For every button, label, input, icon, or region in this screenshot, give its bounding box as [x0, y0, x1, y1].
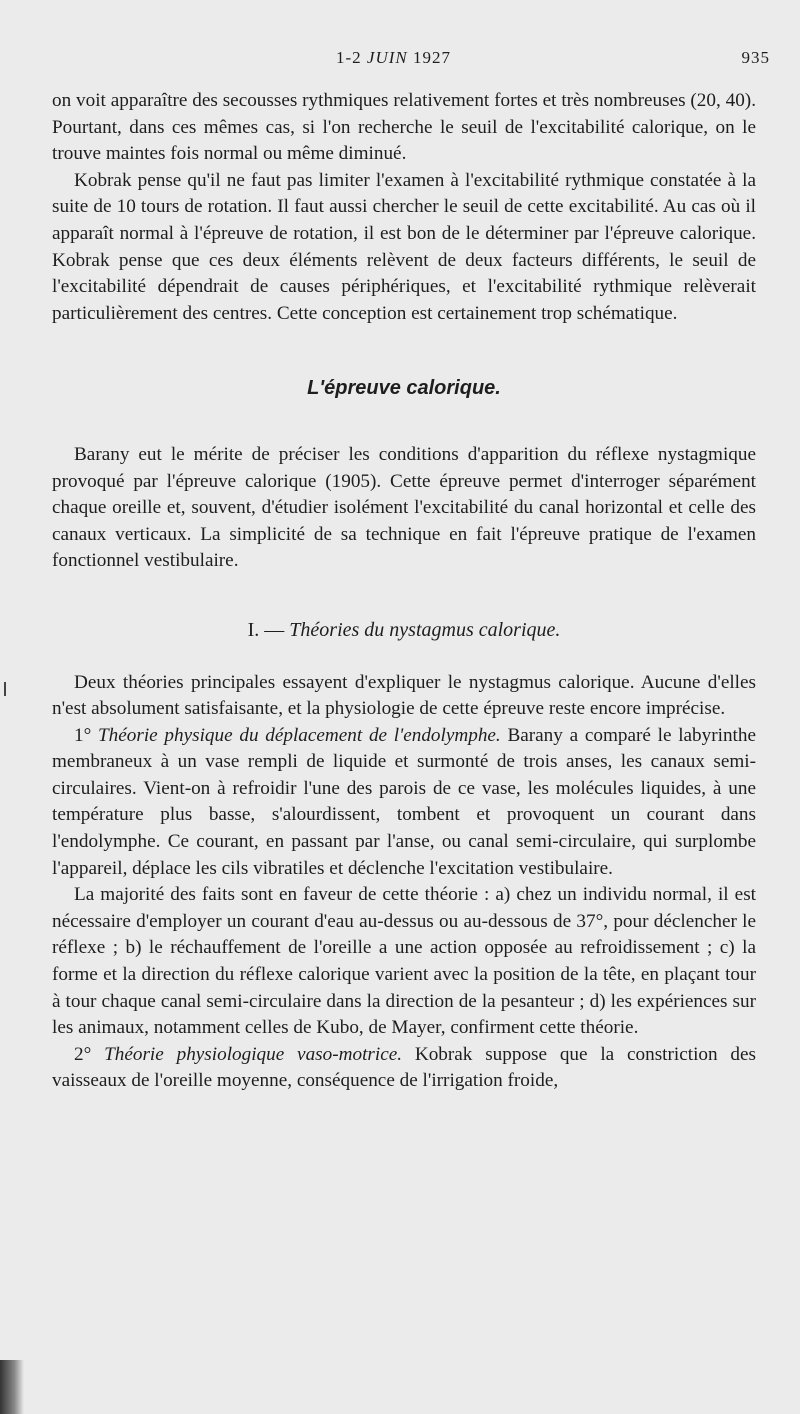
paragraph-theory-1: 1° Théorie physique du déplacement de l'endolymphe. Barany a comparé le labyrinthe membraneux à un vase rempli de liquide et surmonté de trois anses, les canaux semi-circulaires. Vient-on à refroidir l'une des parois de ce vase, les molécules liquides, à une température plus basse, s'alourdissent, tombent et provoquent un courant dans l'endolymphe. Ce courant, en passant par l'anse, ou canal semi-circulaire, qui surplombe l'appareil, déplace les cils vibratiles et déclenche l'excitation vestibulaire.	[52, 724, 756, 879]
theory-2-title: Théorie physiologique vaso-motrice.	[104, 1043, 403, 1065]
paragraph-kobrak: Kobrak pense qu'il ne faut pas limiter l'examen à l'excitabilité rythmique constatée à la suite de 10 tours de rotation. Il faut aussi chercher le seuil de cette excitabilité. Au cas où il apparaît normal à l'épreuve de rotation, il est bon de le déterminer par l'épreuve calorique. Kobrak pense que ces deux éléments relèvent de deux facteurs différents, le seuil de l'excitabilité dépendrait de causes périphériques, et l'excitabilité rythmique relèverait particulièrement des centres. Cette conception est certainement trop schématique.	[52, 169, 756, 324]
paragraph-theories: Deux théories principales essayent d'expliquer le nystagmus calorique. Aucune d'elles n'est absolument satisfaisante, et la physiologie de cette épreuve reste encore imprécise.	[52, 671, 756, 720]
page-number: 935	[741, 48, 770, 67]
margin-mark	[4, 682, 6, 696]
paragraph-continued: on voit apparaître des secousses rythmiques relativement fortes et très nombreuses (20, 40). Pourtant, dans ces mêmes cas, si l'on recherche le seuil de l'excitabilité calorique, on le trouve maintes fois normal ou même diminué.	[52, 90, 756, 165]
running-head-date: 1-2 JUIN 1927	[336, 48, 451, 67]
section-title: L'épreuve calorique.	[307, 377, 501, 400]
theory-1-title: Théorie physique du déplacement de l'endolymphe.	[98, 724, 501, 746]
paragraph-theory-2: 2° Théorie physiologique vaso-motrice. Kobrak suppose que la constriction des vaisseaux de l'oreille moyenne, conséquence de l'irrigation froide,	[52, 1043, 756, 1092]
page-body	[52, 88, 756, 1095]
paragraph-barany: Barany eut le mérite de préciser les conditions d'apparition du réflexe nystagmique provoqué par l'épreuve calorique (1905). Cette épreuve permet d'interroger séparément chaque oreille et, souvent, d'étudier isolément l'excitabilité du canal horizontal et celle des canaux verticaux. La simplicité de sa technique en fait l'épreuve pratique de l'examen fonctionnel vestibulaire.	[52, 443, 756, 572]
subsection-title: I. — Théories du nystagmus calorique.	[247, 618, 561, 641]
running-header	[0, 48, 800, 78]
paragraph-majority: La majorité des faits sont en faveur de cette théorie : a) chez un individu normal, il est nécessaire d'employer un courant d'eau au-dessus ou au-dessous de 37°, pour déclencher le réflexe ; b) le réchauffement de l'oreille a une action opposée au refroidissement ; c) la forme et la direction du réflexe calorique varient avec la position de la tête, en plaçant tour à tour chaque canal semi-circulaire dans la direction de la pesanteur ; d) les expériences sur les animaux, notamment celles de Kubo, de Mayer, confirment cette théorie.	[52, 884, 756, 1039]
binding-shadow	[0, 1360, 24, 1414]
